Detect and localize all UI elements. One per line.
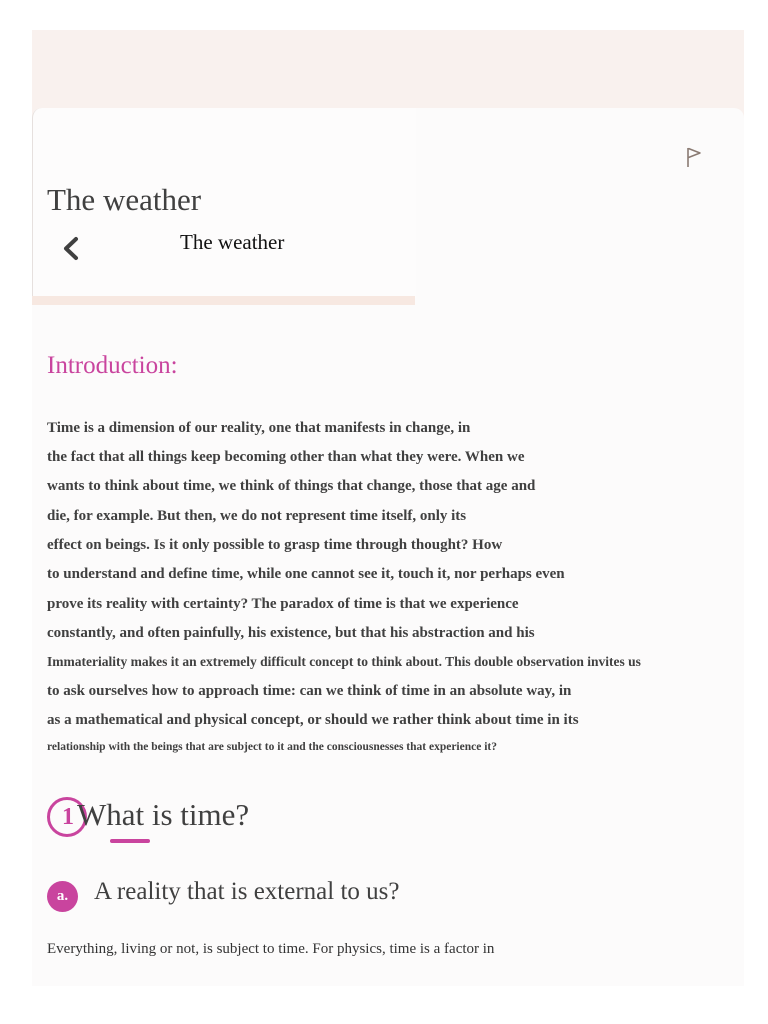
intro-line: prove its reality with certainty? The paradox of time is that we experience <box>47 596 519 612</box>
intro-line: relationship with the beings that are subject to it and the consciousnesses that experience it? <box>47 741 497 753</box>
section-number: 1 <box>62 804 74 830</box>
intro-line: to ask ourselves how to approach time: can we think of time in an absolute way, in <box>47 683 572 699</box>
page-title: The weather <box>47 182 202 217</box>
top-banner <box>32 30 744 120</box>
chevron-left-icon <box>55 232 89 266</box>
intro-line: effect on beings. Is it only possible to grasp time through thought? How <box>47 537 503 553</box>
subsection-badge: a. <box>47 881 78 912</box>
back-button[interactable] <box>55 232 89 266</box>
subsection-title: A reality that is external to us? <box>94 878 400 905</box>
intro-line: as a mathematical and physical concept, or should we rather think about time in its <box>47 712 579 728</box>
intro-line: wants to think about time, we think of things that change, those that age and <box>47 478 536 494</box>
body-paragraph: Everything, living or not, is subject to time. For physics, time is a factor in <box>47 941 495 957</box>
section-accent-bar <box>110 839 150 843</box>
section-title: What is time? <box>77 797 250 832</box>
intro-line: constantly, and often painfully, his existence, but that his abstraction and his <box>47 625 535 641</box>
flag-icon[interactable] <box>684 144 706 170</box>
intro-line: the fact that all things keep becoming other than what they were. When we <box>47 449 525 465</box>
intro-line: Time is a dimension of our reality, one that manifests in change, in <box>47 420 471 436</box>
header-subtitle: The weather <box>180 230 285 254</box>
intro-line: to understand and define time, while one cannot see it, touch it, nor perhaps even <box>47 566 565 582</box>
intro-heading: Introduction: <box>47 352 178 379</box>
intro-line: Immateriality makes it an extremely difficult concept to think about. This double observation invites us <box>47 654 641 669</box>
intro-line: die, for example. But then, we do not represent time itself, only its <box>47 508 467 524</box>
header-underline <box>32 296 415 305</box>
